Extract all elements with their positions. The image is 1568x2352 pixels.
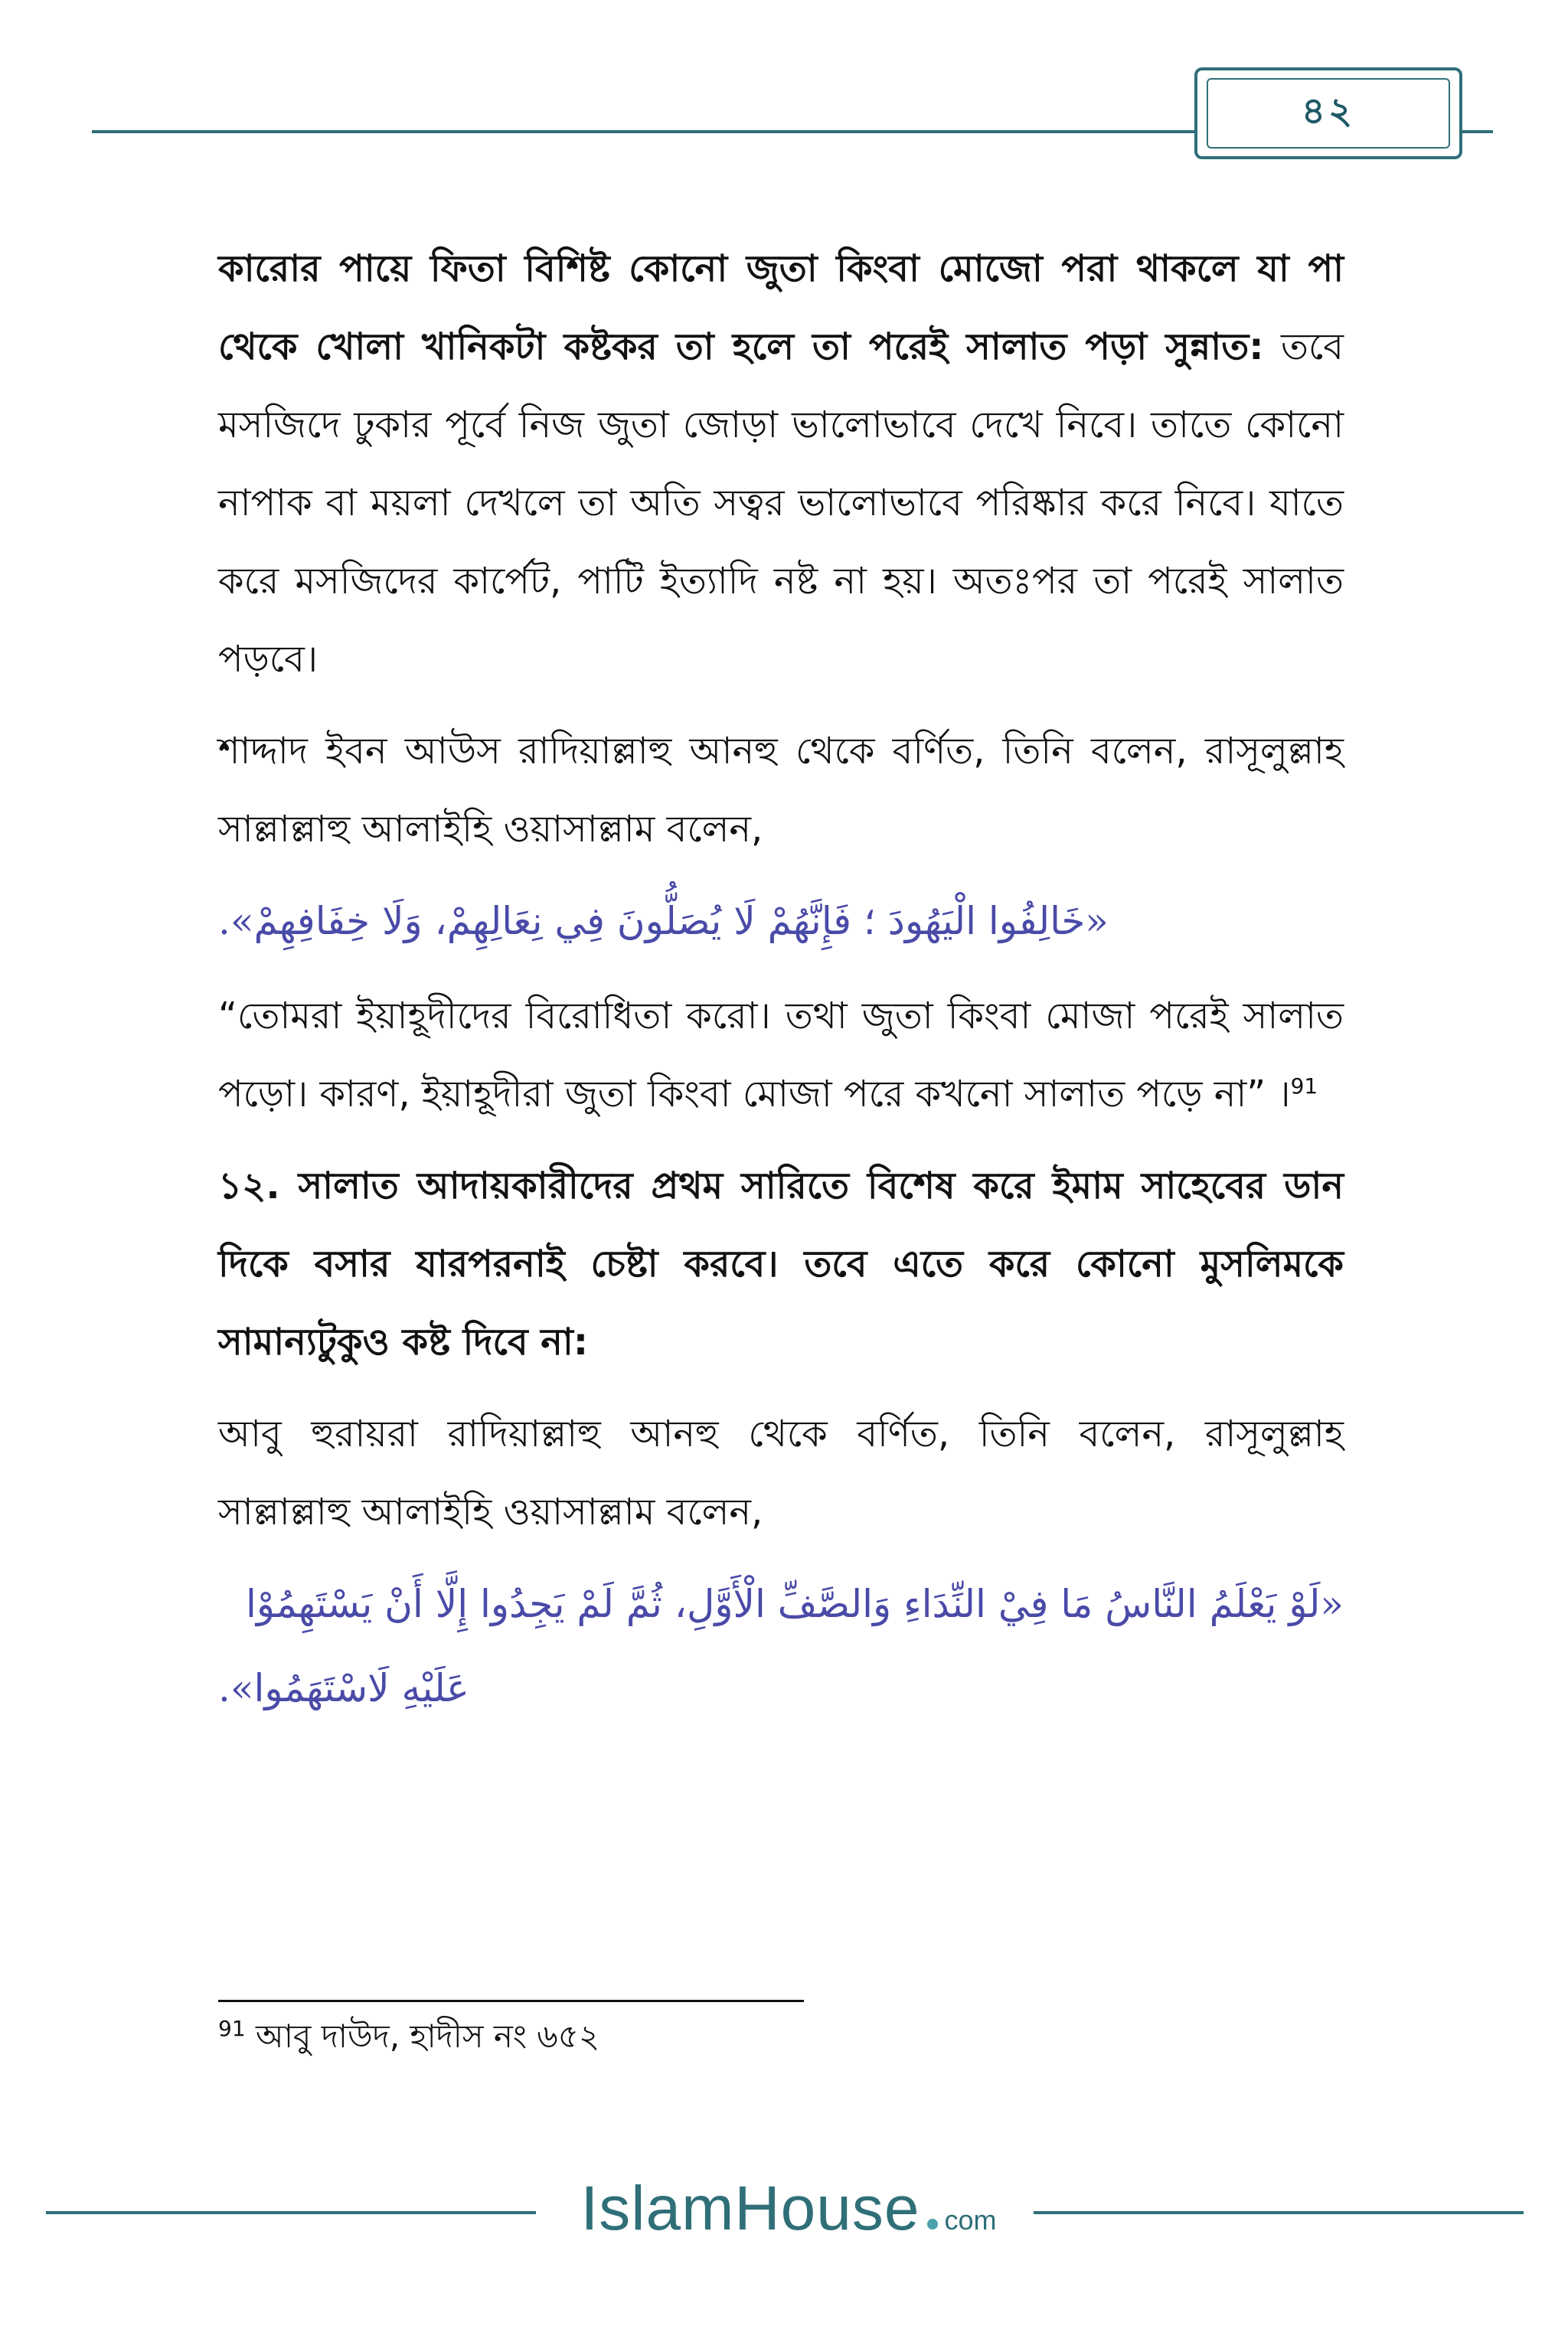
narration-intro: শাদ্দাদ ইবন আউস রাদিয়াল্লাহু আনহু থেকে বর্ণিত, তিনি বলেন, রাসূলুল্লাহ সাল্লাল্লাহু আলাইহি ওয়াসাল্লাম বলেন, [218, 730, 1344, 851]
footer-rule-left [46, 2211, 536, 2214]
hadith-translation [218, 977, 1344, 1133]
arabic-hadith-2: «لَوْ يَعْلَمُ النَّاسُ مَا فِيْ النِّدَاءِ وَالصَّفِّ الْأَوَّلِ، ثُمَّ لَمْ يَجِدُوا إِلَّا أَنْ يَسْتَهِمُوْا عَلَيْهِ لَاسْتَهَمُوا». [218, 1582, 1344, 1710]
footnote-text: আবু দাউদ, হাদীস নং ৬৫২ [245, 2017, 600, 2055]
logo-suffix: com [944, 2204, 997, 2236]
arabic-hadith-1: «خَالِفُوا الْيَهُودَ ؛ فَإِنَّهُمْ لَا يُصَلُّونَ فِي نِعَالِهِمْ، وَلَا خِفَافِهِمْ». [218, 899, 1109, 943]
page-body [218, 230, 1344, 1730]
narration-intro-2: আবু হুরায়রা রাদিয়াল্লাহু আনহু থেকে বর্ণিত, তিনি বলেন, রাসূলুল্লাহ সাল্লাল্লাহু আলাইহি ওয়াসাল্লাম বলেন, [218, 1413, 1344, 1534]
footnote [218, 2014, 599, 2060]
paragraph-bold-lead: কারোর পায়ে ফিতা বিশিষ্ট কোনো জুতা কিংবা মোজো পরা থাকলে যা পা থেকে খোলা খানিকটা কষ্টকর তা হলে তা পরেই সালাত পড়া সুন্নাত: [218, 247, 1344, 368]
paragraph-body: তবে মসজিদে ঢুকার পূর্বে নিজ জুতা জোড়া ভালোভাবে দেখে নিবে। তাতে কোনো নাপাক বা ময়লা দেখলে তা অতি সত্বর ভালোভাবে পরিষ্কার করে নিবে। যাতে করে মসজিদের কার্পেট, পাটি ইত্যাদি নষ্ট না হয়। অতঃপর তা পরেই সালাত পড়বে। [218, 325, 1344, 681]
header-rule-left [92, 130, 1194, 133]
header-rule-right [1462, 130, 1493, 133]
logo-dot-icon [927, 2219, 938, 2230]
islamhouse-logo[interactable] [551, 2173, 1026, 2249]
page-number-frame [1207, 78, 1450, 149]
page-number-badge [1194, 67, 1462, 159]
logo-text: IslamHouse [580, 2174, 920, 2243]
footnote-number: 91 [218, 2016, 246, 2041]
translation-text: “তোমরা ইয়াহূদীদের বিরোধিতা করো। তথা জুতা কিংবা মোজা পরেই সালাত পড়ো। কারণ, ইয়াহূদীরা জুতা কিংবা মোজা পরে কখনো সালাত পড়ে না” । [218, 995, 1344, 1116]
page-number: ৪২ [1301, 89, 1356, 132]
footnote-reference[interactable]: 91 [1290, 1073, 1318, 1099]
section-heading-12: ১২. সালাত আদায়কারীদের প্রথম সারিতে বিশেষ করে ইমাম সাহেবের ডান দিকে বসার যারপরনাই চেষ্টা করবে। তবে এতে করে কোনো মুসলিমকে সামান্যটুকুও কষ্ট দিবে না: [218, 1165, 1344, 1364]
paragraph-shoes-sunnah [218, 230, 1344, 698]
footnote-separator [218, 2000, 804, 2002]
footer-rule-right [1034, 2211, 1524, 2214]
